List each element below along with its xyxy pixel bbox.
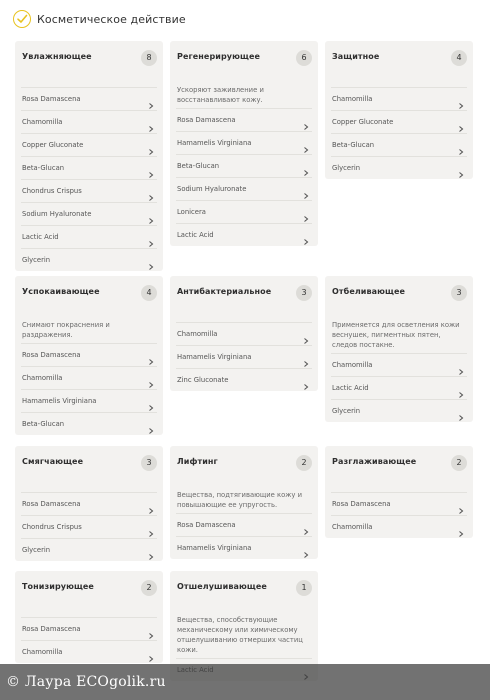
ingredient-label: Chamomilla bbox=[22, 118, 63, 126]
ingredient-item-rosa-damascena[interactable] bbox=[331, 492, 467, 515]
chevron-right-icon bbox=[457, 141, 465, 149]
card-title: Защитное bbox=[332, 52, 380, 61]
effect-card bbox=[15, 276, 163, 435]
card-header bbox=[331, 276, 467, 310]
ingredient-item-chondrus-crispus[interactable] bbox=[21, 179, 157, 202]
ingredient-item-rosa-damascena[interactable] bbox=[21, 343, 157, 366]
chevron-right-icon bbox=[147, 625, 155, 633]
ingredient-item-chamomilla[interactable] bbox=[21, 640, 157, 663]
ingredient-item-lactic-acid[interactable] bbox=[331, 376, 467, 399]
section-header bbox=[13, 9, 186, 29]
watermark-text: © Лаура ECOgolik.ru bbox=[6, 674, 166, 690]
chevron-right-icon bbox=[302, 353, 310, 361]
effect-card bbox=[15, 41, 163, 271]
chevron-right-icon bbox=[147, 141, 155, 149]
ingredient-label: Rosa Damascena bbox=[332, 500, 391, 508]
chevron-right-icon bbox=[147, 374, 155, 382]
ingredient-label: Chamomilla bbox=[332, 523, 373, 531]
chevron-right-icon bbox=[302, 544, 310, 552]
ingredient-item-rosa-damascena[interactable] bbox=[176, 513, 312, 536]
ingredient-item-beta-glucan[interactable] bbox=[331, 133, 467, 156]
chevron-right-icon bbox=[457, 407, 465, 415]
count-badge: 4 bbox=[451, 50, 467, 66]
ingredient-item-hamamelis-virginiana[interactable] bbox=[176, 131, 312, 154]
ingredient-item-hamamelis-virginiana[interactable] bbox=[176, 536, 312, 559]
ingredient-item-sodium-hyaluronate[interactable] bbox=[21, 202, 157, 225]
card-title: Разглаживающее bbox=[332, 457, 417, 466]
effect-card bbox=[325, 446, 473, 538]
ingredient-item-glycerin[interactable] bbox=[331, 399, 467, 422]
card-title: Успокаивающее bbox=[22, 287, 100, 296]
ingredient-label: Lonicera bbox=[177, 208, 206, 216]
ingredient-item-zinc-gluconate[interactable] bbox=[176, 368, 312, 391]
ingredient-item-glycerin[interactable] bbox=[21, 538, 157, 561]
ingredient-item-chamomilla[interactable] bbox=[176, 322, 312, 345]
effect-card bbox=[325, 41, 473, 179]
ingredient-item-lactic-acid[interactable] bbox=[21, 225, 157, 248]
card-header bbox=[331, 446, 467, 480]
ingredient-label: Copper Gluconate bbox=[22, 141, 84, 149]
check-circle-icon bbox=[13, 10, 31, 28]
card-title: Антибактериальное bbox=[177, 287, 272, 296]
card-description: Снимают покраснения и раздражения. bbox=[22, 321, 110, 339]
chevron-right-icon bbox=[147, 187, 155, 195]
card-description: Ускоряют заживление и восстанавливают кожу. bbox=[177, 86, 264, 104]
chevron-right-icon bbox=[147, 500, 155, 508]
card-header bbox=[21, 276, 157, 310]
ingredient-label: Rosa Damascena bbox=[22, 351, 81, 359]
ingredient-item-chamomilla[interactable] bbox=[331, 353, 467, 376]
chevron-right-icon bbox=[147, 95, 155, 103]
chevron-right-icon bbox=[302, 521, 310, 529]
card-header bbox=[176, 446, 312, 480]
ingredient-label: Rosa Damascena bbox=[177, 521, 236, 529]
card-title: Увлажняющее bbox=[22, 52, 92, 61]
chevron-right-icon bbox=[457, 361, 465, 369]
ingredient-item-glycerin[interactable] bbox=[331, 156, 467, 179]
ingredient-label: Beta-Glucan bbox=[22, 164, 65, 172]
ingredient-label: Chamomilla bbox=[332, 95, 373, 103]
effect-card bbox=[325, 276, 473, 422]
count-badge: 4 bbox=[141, 285, 157, 301]
count-badge: 8 bbox=[141, 50, 157, 66]
ingredient-label: Chamomilla bbox=[22, 648, 63, 656]
card-description: Применяется для осветления кожи веснушек, пигментных пятен, следов постакне. bbox=[332, 321, 460, 349]
chevron-right-icon bbox=[457, 384, 465, 392]
ingredient-label: Beta-Glucan bbox=[177, 162, 220, 170]
count-badge: 2 bbox=[141, 580, 157, 596]
chevron-right-icon bbox=[302, 162, 310, 170]
ingredient-label: Glycerin bbox=[22, 256, 51, 264]
card-header bbox=[21, 446, 157, 480]
chevron-right-icon bbox=[302, 376, 310, 384]
chevron-right-icon bbox=[147, 648, 155, 656]
ingredient-item-hamamelis-virginiana[interactable] bbox=[176, 345, 312, 368]
ingredient-label: Hamamelis Virginiana bbox=[177, 353, 252, 361]
ingredient-label: Beta-Glucan bbox=[332, 141, 375, 149]
ingredient-item-chamomilla[interactable] bbox=[21, 366, 157, 389]
ingredient-item-sodium-hyaluronate[interactable] bbox=[176, 177, 312, 200]
chevron-right-icon bbox=[147, 118, 155, 126]
ingredient-label: Chondrus Crispus bbox=[22, 523, 82, 531]
ingredient-item-glycerin[interactable] bbox=[21, 248, 157, 271]
ingredient-label: Lactic Acid bbox=[332, 384, 369, 392]
ingredient-label: Zinc Gluconate bbox=[177, 376, 229, 384]
ingredient-label: Beta-Glucan bbox=[22, 420, 65, 428]
effect-card bbox=[170, 41, 318, 246]
count-badge: 3 bbox=[296, 285, 312, 301]
card-title: Отбеливающее bbox=[332, 287, 406, 296]
chevron-right-icon bbox=[147, 256, 155, 264]
ingredient-item-rosa-damascena[interactable] bbox=[21, 492, 157, 515]
ingredient-label: Rosa Damascena bbox=[177, 116, 236, 124]
chevron-right-icon bbox=[147, 420, 155, 428]
ingredient-item-chamomilla[interactable] bbox=[331, 87, 467, 110]
section-title: Косметическое действие bbox=[37, 12, 186, 26]
ingredient-item-rosa-damascena[interactable] bbox=[21, 617, 157, 640]
ingredient-label: Rosa Damascena bbox=[22, 95, 81, 103]
ingredient-item-chamomilla[interactable] bbox=[331, 515, 467, 538]
card-title: Тонизирующее bbox=[22, 582, 94, 591]
effect-card bbox=[170, 276, 318, 391]
chevron-right-icon bbox=[457, 118, 465, 126]
count-badge: 6 bbox=[296, 50, 312, 66]
chevron-right-icon bbox=[302, 185, 310, 193]
effect-card bbox=[170, 446, 318, 559]
card-title: Лифтинг bbox=[177, 457, 218, 466]
ingredient-label: Glycerin bbox=[332, 164, 361, 172]
chevron-right-icon bbox=[147, 397, 155, 405]
card-title: Смягчающее bbox=[22, 457, 84, 466]
ingredient-label: Copper Gluconate bbox=[332, 118, 394, 126]
count-badge: 1 bbox=[296, 580, 312, 596]
card-title: Отшелушивающее bbox=[177, 582, 267, 591]
ingredient-label: Rosa Damascena bbox=[22, 500, 81, 508]
ingredient-label: Glycerin bbox=[22, 546, 51, 554]
ingredient-item-chamomilla[interactable] bbox=[21, 110, 157, 133]
chevron-right-icon bbox=[457, 500, 465, 508]
card-description: Вещества, способствующие механическому или химическому отшелушиванию отмерших частиц кожи. bbox=[177, 616, 303, 654]
ingredient-item-beta-glucan[interactable] bbox=[176, 154, 312, 177]
ingredient-item-rosa-damascena[interactable] bbox=[21, 87, 157, 110]
count-badge: 2 bbox=[296, 455, 312, 471]
ingredient-item-copper-gluconate[interactable] bbox=[21, 133, 157, 156]
chevron-right-icon bbox=[457, 95, 465, 103]
ingredient-label: Hamamelis Virginiana bbox=[22, 397, 97, 405]
ingredient-label: Chondrus Crispus bbox=[22, 187, 82, 195]
card-header bbox=[21, 571, 157, 605]
chevron-right-icon bbox=[457, 164, 465, 172]
ingredient-item-beta-glucan[interactable] bbox=[21, 412, 157, 435]
effect-card bbox=[15, 446, 163, 561]
ingredient-item-copper-gluconate[interactable] bbox=[331, 110, 467, 133]
chevron-right-icon bbox=[302, 231, 310, 239]
ingredient-label: Hamamelis Virginiana bbox=[177, 544, 252, 552]
watermark-bar bbox=[0, 664, 490, 700]
effect-card bbox=[15, 571, 163, 663]
chevron-right-icon bbox=[302, 139, 310, 147]
ingredient-item-lactic-acid[interactable] bbox=[176, 223, 312, 246]
card-header bbox=[176, 571, 312, 605]
count-badge: 3 bbox=[141, 455, 157, 471]
chevron-right-icon bbox=[147, 546, 155, 554]
ingredient-label: Sodium Hyaluronate bbox=[177, 185, 247, 193]
chevron-right-icon bbox=[302, 116, 310, 124]
chevron-right-icon bbox=[147, 164, 155, 172]
ingredient-item-lonicera[interactable] bbox=[176, 200, 312, 223]
chevron-right-icon bbox=[147, 210, 155, 218]
count-badge: 2 bbox=[451, 455, 467, 471]
ingredient-label: Lactic Acid bbox=[22, 233, 59, 241]
ingredient-label: Chamomilla bbox=[22, 374, 63, 382]
ingredient-item-rosa-damascena[interactable] bbox=[176, 108, 312, 131]
ingredient-item-beta-glucan[interactable] bbox=[21, 156, 157, 179]
chevron-right-icon bbox=[302, 330, 310, 338]
ingredient-label: Rosa Damascena bbox=[22, 625, 81, 633]
chevron-right-icon bbox=[147, 233, 155, 241]
ingredient-item-hamamelis-virginiana[interactable] bbox=[21, 389, 157, 412]
ingredient-label: Glycerin bbox=[332, 407, 361, 415]
ingredient-label: Hamamelis Virginiana bbox=[177, 139, 252, 147]
chevron-right-icon bbox=[147, 523, 155, 531]
ingredient-label: Lactic Acid bbox=[177, 231, 214, 239]
ingredient-label: Chamomilla bbox=[332, 361, 373, 369]
ingredient-label: Sodium Hyaluronate bbox=[22, 210, 92, 218]
ingredient-label: Chamomilla bbox=[177, 330, 218, 338]
card-header bbox=[331, 41, 467, 75]
chevron-right-icon bbox=[457, 523, 465, 531]
count-badge: 3 bbox=[451, 285, 467, 301]
card-header bbox=[176, 276, 312, 310]
card-title: Регенерирующее bbox=[177, 52, 260, 61]
chevron-right-icon bbox=[302, 208, 310, 216]
ingredient-item-chondrus-crispus[interactable] bbox=[21, 515, 157, 538]
card-header bbox=[21, 41, 157, 75]
chevron-right-icon bbox=[147, 351, 155, 359]
card-header bbox=[176, 41, 312, 75]
card-description: Вещества, подтягивающие кожу и повышающие ее упругость. bbox=[177, 491, 302, 509]
